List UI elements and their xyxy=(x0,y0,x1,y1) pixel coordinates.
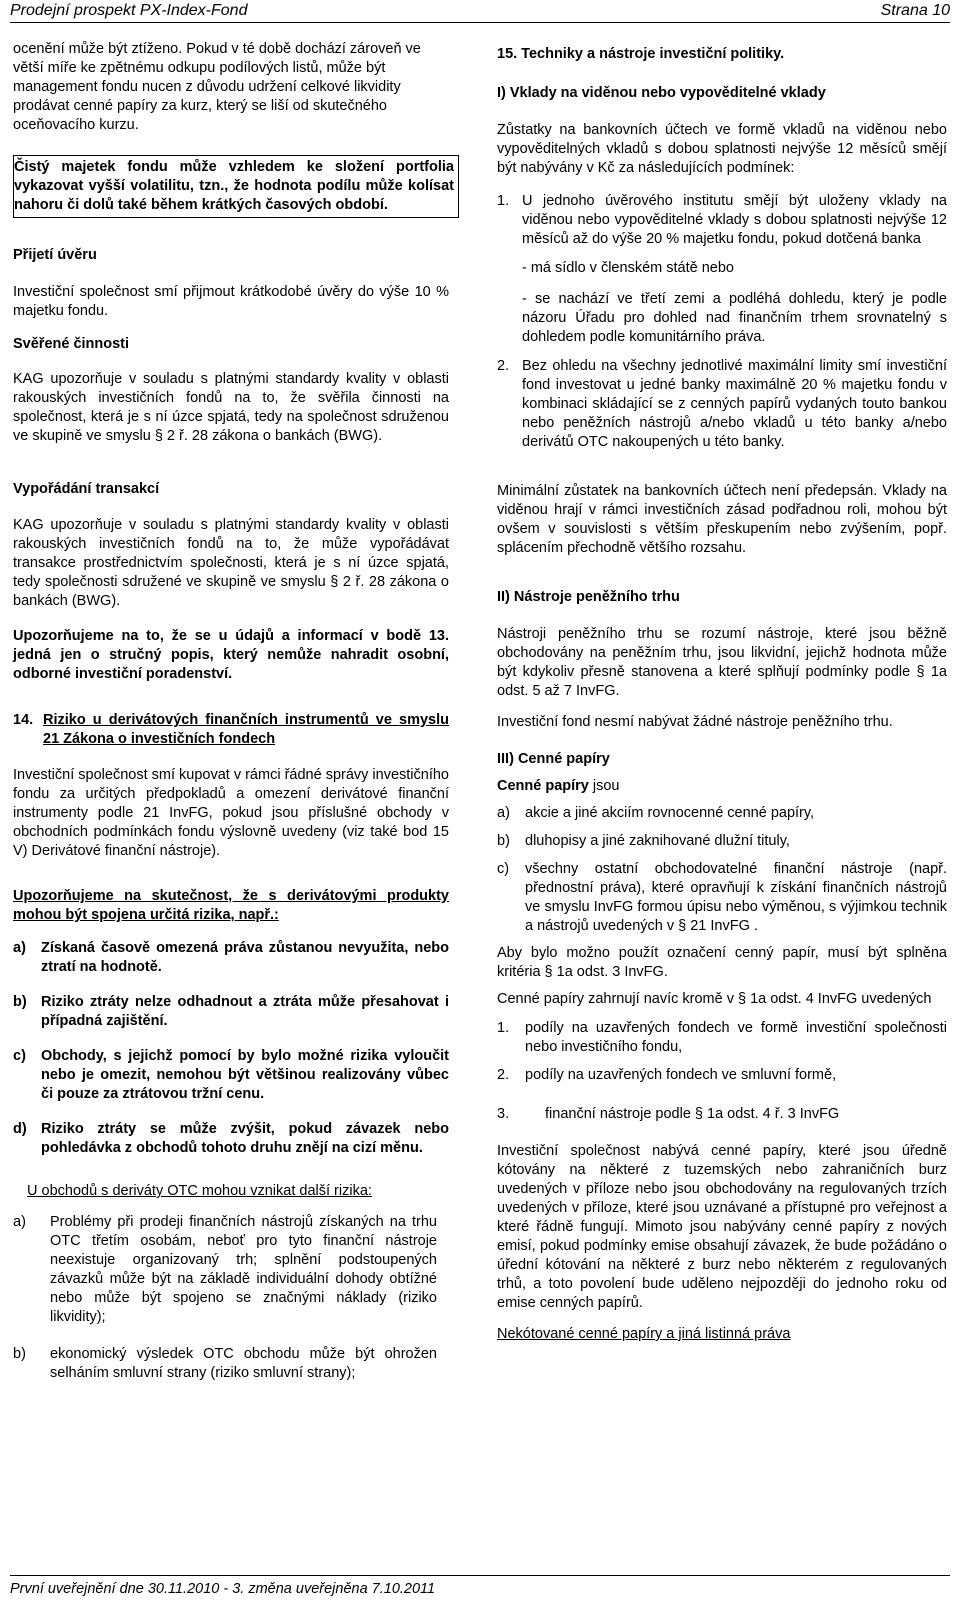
settlement-text: KAG upozorňuje v souladu s platnými standardy kvality v oblasti rakouských investičních fondů na to, že může vypořádávat transakce prostřednictvím společnosti, která je s ní úzce spjatá, tedy společnosti sdružené ve skupině ve smyslu § 2 ř. 28 zákona o bankách (BWG). xyxy=(13,517,449,609)
list-item: b) ekonomický výsledek OTC obchodu může být ohrožen selháním smluvní strany (riziko smluvní strany); xyxy=(13,1346,437,1381)
securities-para-2: Cenné papíry zahrnují navíc kromě v § 1a odst. 4 InvFG uvedených xyxy=(497,991,932,1007)
deposits-heading: I) Vklady na viděnou nebo vypověditelné vklady xyxy=(497,85,826,101)
otc-risk-heading: U obchodů s deriváty OTC mohou vznikat další rizika: xyxy=(27,1183,372,1199)
list-item: a) Získaná časově omezená práva zůstanou nevyužita, nebo ztratí na hodnotě. xyxy=(13,940,449,975)
risk-list xyxy=(13,939,449,1158)
min-balance-text: Minimální zůstatek na bankovních účtech není předepsán. Vklady na viděnou hrají v rámci investičních zásad podřadnou roli, mohou být ovšem v souvislosti s větším přeskupením nebo zvýšením, popř. splácením přechodně většího rozsahu. xyxy=(497,483,947,556)
money-market-text-2: Investiční fond nesmí nabývat žádné nástroje peněžního trhu. xyxy=(497,714,893,730)
section-15-heading: 15. Techniky a nástroje investiční politiky. xyxy=(497,46,785,62)
section-14-number: 14. xyxy=(13,712,34,728)
left-column xyxy=(13,40,454,1383)
money-market-heading: II) Nástroje peněžního trhu xyxy=(497,589,680,605)
list-item: b) Riziko ztráty nelze odhadnout a ztráta může přesahovat i případná zajištění. xyxy=(13,994,449,1029)
list-item: 2. podíly na uzavřených fondech ve smluvní formě, xyxy=(497,1067,837,1083)
delegated-text: KAG upozorňuje v souladu s platnými standardy kvality v oblasti rakouských investičních fondů na to, že svěřila činnosti na společnost, která je s ní úzce spjatá, tedy na společnost sdruženou ve skupině ve smyslu § 2 ř. 28 zákona o bankách (BWG). xyxy=(13,371,449,444)
header-title: Prodejní prospekt PX-Index-Fond xyxy=(10,2,248,19)
list-item: c) Obchody, s jejichž pomocí by bylo možné rizika vyloučit nebo je omezit, nemohou být většinou realizovány vůbec či pouze za ztrátovou tržní cenu. xyxy=(13,1048,449,1102)
credit-text: Investiční společnost smí přijmout krátkodobé úvěry do výše 10 % majetku fondu. xyxy=(13,284,449,319)
deposit-condition: - se nachází ve třetí zemi a podléhá dohledu, který je podle názoru Úřadu pro dohled nad finančním trhem srovnatelný s dohledem podle komunitárního práva. xyxy=(522,291,947,345)
securities-heading: III) Cenné papíry xyxy=(497,751,610,767)
section-14-text: Investiční společnost smí kupovat v rámci řádné správy investičního fondu za určitých předpokladů a omezení derivátové finanční instrumenty podle 21 InvFG, pokud jsou příslušné obchody v obchodních podmínkách fondu výslovně uvedeny (viz také bod 15 V) Derivátové finanční nástroje). xyxy=(13,767,449,859)
deposits-text: Zůstatky na bankovních účtech ve formě vkladů na viděnou nebo vypověditelných vkladů s dobou splatnosti nejvýše 12 měsíců smějí být nabývány v Kč za následujících podmínek: xyxy=(497,122,947,176)
intro-paragraph: ocenění může být ztíženo. Pokud v té době dochází zároveň ve větší míře ke zpětnému odkupu podílových listů, může být management fondu nucen z důvodu udržení celkové likvidity prodávat cenné papíry za kurz, který se liší od skutečného oceňovacího kurzu. xyxy=(13,41,421,133)
list-item: c) všechny ostatní obchodovatelné finanční nástroje (např. přednostní práva), které opravňují k získání finančních nástrojů ve smyslu InvFG formou úpisu nebo výměnou, s výjimkou technik a nástrojů uvedených v § 21 InvFG . xyxy=(497,861,947,934)
credit-heading: Přijetí úvěru xyxy=(13,247,97,263)
volatility-box: Čistý majetek fondu může vzhledem ke složení portfolia vykazovat vyšší volatilitu, tzn., že hodnota podílu může kolísat nahoru či dolů také během krátkých časových období. xyxy=(13,155,459,218)
right-column xyxy=(497,40,947,1344)
list-item: 3. finanční nástroje podle § 1a odst. 4 ř. 3 InvFG xyxy=(497,1106,840,1122)
derivative-risk-notice: Upozorňujeme na skutečnost, že s derivátovými produkty mohou být spojena určitá rizika, např.: xyxy=(13,888,449,923)
list-item: 2. Bez ohledu na všechny jednotlivé maximální limity smí investiční fond investovat u jedné banky maximálně 20 % majetku fondu v kombinaci skládající se z cenných papírů vydaných touto bankou nebo peněžních nástrojů a/nebo vkladů u této banky a/nebo derivátů OTC nakoupených u této banky. xyxy=(497,358,947,450)
section-14-title xyxy=(13,711,449,749)
list-item: 1. U jednoho úvěrového institutu smějí být uloženy vklady na viděnou nebo vypověditelné vklady s dobou splatnosti nejvýše 12 měsíců až do výše 20 % majetku fondu, pokud dotčená banka xyxy=(497,193,947,247)
money-market-text: Nástroji peněžního trhu se rozumí nástroje, které jsou běžně obchodovány na peněžním trhu, jsou likvidní, jejichž hodnota může být kdykoliv přesně stanovena a které splňují podmínky podle § 1a odst. 5 až 7 InvFG. xyxy=(497,626,947,699)
list-item: d) Riziko ztráty se může zvýšit, pokud závazek nebo pohledávka z obchodů tohoto druhu znějí na cizí měnu. xyxy=(13,1121,449,1156)
deposit-condition: - má sídlo v členském státě nebo xyxy=(522,260,734,276)
page-number: Strana 10 xyxy=(880,2,950,19)
securities-para-3: Investiční společnost nabývá cenné papíry, které jsou úředně kótovány na některé z tuzemských nebo zahraničních burz uvedených v příloze nebo jsou obchodovány na regulovaných trzích uvedených v příloze, které jsou uznávané a přístupné pro veřejnost a které řádně fungují. Mimoto jsou nabývány cenné papíry z nových emisí, pokud podmínky emise obsahují závazek, že bude požádáno o úřední kótování na některé z burz nebo některém z regulovaných trhů, a toto povolení bude uděleno nejpozději do jednoho roku od emise cenných papírů. xyxy=(497,1143,947,1311)
securities-para-1: Aby bylo možno použít označení cenný papír, musí být splněna kritéria § 1a odst. 3 InvFG. xyxy=(497,945,947,980)
delegated-heading: Svěřené činnosti xyxy=(13,336,130,352)
list-item: a) Problémy při prodeji finančních nástrojů získaných na trhu OTC třetím osobám, neboť pro tyto finanční nástroje neexistuje organizovaný trh; splnění podstoupených závazků může být na základě individuální dohody obtížné nebo může být spojeno se značnými náklady (riziko likvidity); xyxy=(13,1214,437,1325)
list-item: a) akcie a jiné akciím rovnocenné cenné papíry, xyxy=(497,805,815,821)
securities-intro: Cenné papíry jsou xyxy=(497,778,620,794)
list-item: 1. podíly na uzavřených fondech ve formě investiční společnosti nebo investičního fondu, xyxy=(497,1020,947,1055)
section-14-heading: Riziko u derivátových finančních instrumentů ve smyslu 21 Zákona o investičních fondech xyxy=(43,712,449,747)
list-item: b) dluhopisy a jiné zaknihované dlužní tituly, xyxy=(497,833,790,849)
notice-13: Upozorňujeme na to, že se u údajů a informací v bodě 13. jedná jen o stručný popis, který nemůže nahradit osobní, odborné investiční poradenství. xyxy=(13,628,449,682)
page-footer: První uveřejnění dne 30.11.2010 - 3. změna uveřejněna 7.10.2011 xyxy=(10,1575,950,1599)
page-header xyxy=(10,0,950,23)
settlement-heading: Vypořádání transakcí xyxy=(13,481,160,497)
unlisted-securities-heading: Nekótované cenné papíry a jiná listinná práva xyxy=(497,1326,791,1342)
